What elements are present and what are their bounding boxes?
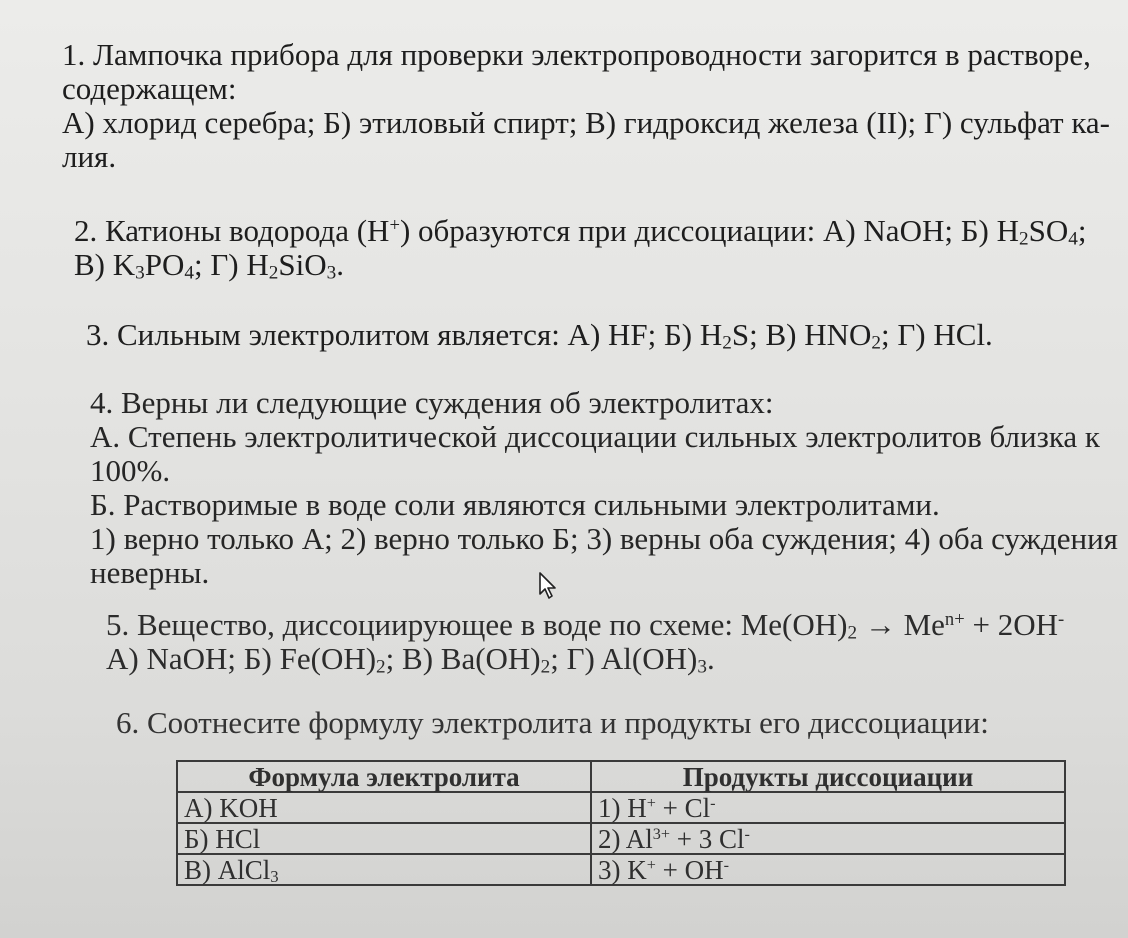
question-1 (62, 38, 1110, 174)
question-3 (86, 318, 993, 352)
q2-text: PO (144, 247, 185, 282)
q2-sub: 3 (326, 262, 337, 284)
q2-text: . (336, 247, 344, 282)
q3-sub: 2 (871, 332, 882, 354)
table-header-row (177, 761, 1065, 792)
q5-sup: - (1057, 608, 1065, 630)
q4-line-5: 1) верно только А; 2) верно только Б; 3) верны оба суждения; 4) оба суждения (90, 521, 1118, 556)
product-text: 2) Al (598, 823, 653, 854)
dissociation-table (176, 760, 1066, 886)
question-2 (74, 214, 1086, 282)
q2-sub: 2 (1018, 228, 1029, 250)
q2-text: ; (1077, 213, 1087, 248)
product-text: 3) K (598, 854, 647, 885)
q1-line-2: содержащем: (62, 71, 237, 106)
q3-line-1 (86, 318, 993, 352)
q5-sub: 3 (697, 656, 707, 678)
q5-text: ; В) Ba(OH) (385, 641, 541, 676)
q1-line-4: лия. (62, 139, 117, 174)
q5-sub: 2 (376, 656, 386, 678)
product-text: 1) H (598, 792, 647, 823)
q3-text: 3. Сильным электролитом является: А) HF; Б) H (86, 317, 723, 352)
product-sup: + (646, 793, 656, 812)
q1-line-1: 1. Лампочка прибора для проверки электропроводности загорится в растворе, (62, 37, 1091, 72)
product-text: + Cl (655, 792, 711, 823)
product-text: + OH (655, 854, 724, 885)
q2-text: SiO (278, 247, 327, 282)
q5-text: А) NaOH; Б) Fe(OH) (106, 641, 377, 676)
q5-text: ; Г) Al(OH) (550, 641, 698, 676)
header-formula: Формула электролита (177, 761, 591, 792)
q5-line-1 (106, 608, 1064, 642)
q4-line-2: А. Степень электролитической диссоциации сильных электролитов близка к (90, 419, 1100, 454)
question-5 (106, 608, 1064, 676)
table-row (177, 823, 1065, 854)
q2-line-1 (74, 214, 1086, 248)
question-6 (116, 706, 989, 740)
q2-text: ) образуются при диссоциации: А) NaOH; Б) H (399, 213, 1019, 248)
q3-text: S; В) HNO (731, 317, 872, 352)
q4-line-1: 4. Верны ли следующие суждения об электролитах: (90, 385, 774, 420)
q5-line-2 (106, 642, 1064, 676)
q5-text: . (706, 641, 715, 676)
formula-cell: А) KOH (177, 792, 591, 823)
q4-line-3: 100%. (90, 453, 171, 488)
q2-sub: 4 (184, 262, 194, 284)
formula-cell (177, 854, 591, 885)
product-text: + 3 Cl (670, 823, 745, 854)
q1-line-3: А) хлорид серебра; Б) этиловый спирт; В) гидроксид железа (II); Г) сульфат ка- (62, 105, 1111, 140)
question-4 (90, 386, 1118, 590)
q2-sup: + (389, 214, 400, 236)
q5-sup: n+ (944, 608, 965, 630)
q5-text: 5. Вещество, диссоциирующее в воде по схеме: Me(OH) (106, 607, 848, 642)
q5-text: → Me (857, 607, 945, 642)
product-sup: - (710, 793, 716, 812)
product-sup: - (744, 824, 750, 843)
q2-sub: 3 (135, 262, 145, 284)
q3-sub: 2 (722, 332, 732, 354)
product-sup: - (723, 855, 730, 874)
q2-sub: 2 (268, 262, 279, 284)
q2-text: 2. Катионы водорода (H (74, 213, 390, 248)
q5-sub: 2 (847, 622, 858, 644)
mouse-pointer-icon (538, 572, 556, 600)
formula-text: В) AlCl (184, 854, 271, 885)
q2-sub: 4 (1068, 228, 1078, 250)
table-row (177, 792, 1065, 823)
q6-title: 6. Соотнесите формулу электролита и продукты его диссоциации: (116, 705, 989, 740)
q2-text: ; Г) H (194, 247, 269, 282)
formula-cell: Б) HCl (177, 823, 591, 854)
header-products: Продукты диссоциации (591, 761, 1065, 792)
product-sup: + (646, 855, 656, 874)
q2-line-2 (74, 248, 1086, 282)
product-cell (591, 792, 1065, 823)
q4-line-6: неверны. (90, 555, 210, 590)
q3-text: ; Г) HCl. (881, 317, 993, 352)
q5-sub: 2 (540, 656, 551, 678)
q2-text: В) K (74, 247, 136, 282)
table-row (177, 854, 1065, 885)
product-cell (591, 823, 1065, 854)
q4-line-4: Б. Растворимые в воде соли являются сильными электролитами. (90, 487, 940, 522)
product-cell (591, 854, 1065, 885)
formula-sub: 3 (270, 866, 279, 886)
q2-text: SO (1028, 213, 1069, 248)
q5-text: + 2OH (964, 607, 1058, 642)
product-sup: 3+ (652, 824, 670, 843)
